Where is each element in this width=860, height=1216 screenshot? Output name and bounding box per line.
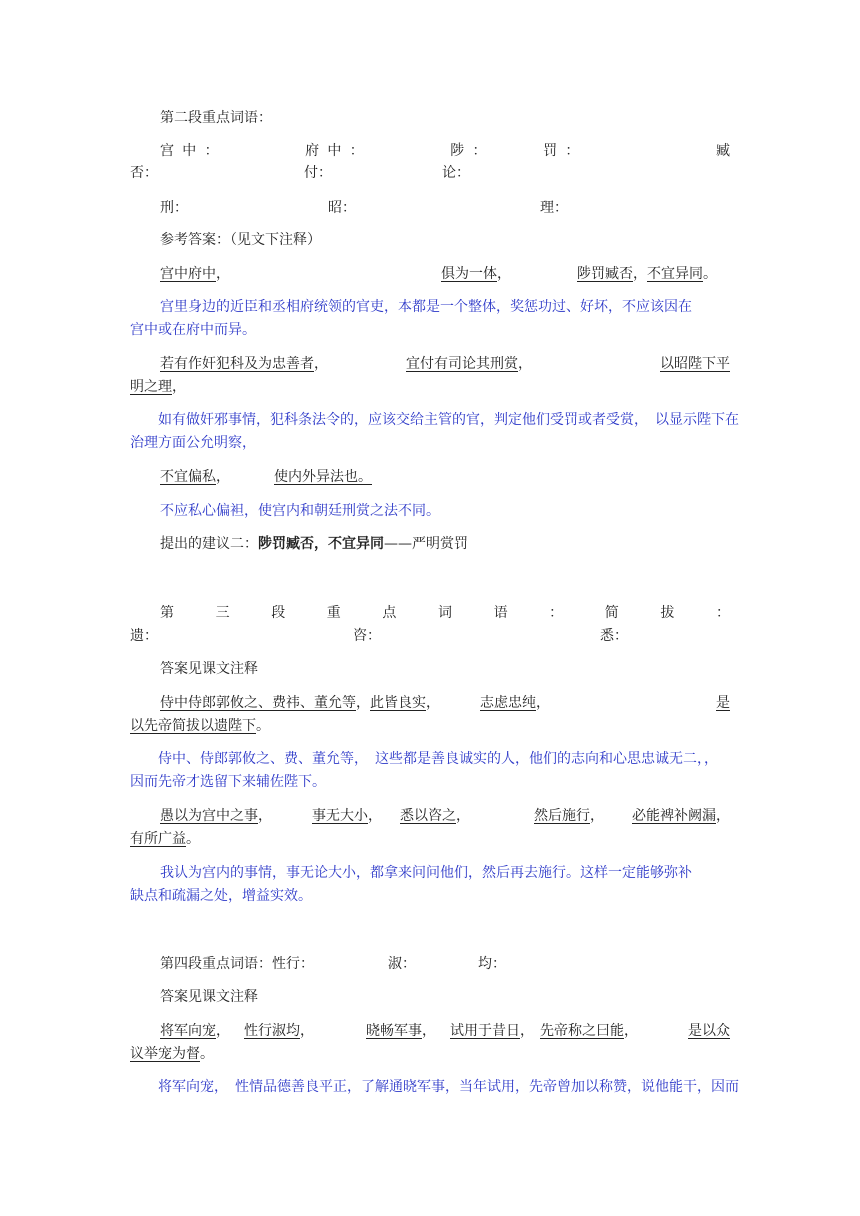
- p2-answer-ref: 参考答案：（见文下注释）: [160, 232, 321, 248]
- p2-vocab-row1b: 否： 付： 论：: [130, 165, 470, 181]
- p2-translation-2b: 治理方面公允明察，: [130, 435, 256, 451]
- p3-translation-2a: 我认为宫内的事情，事无论大小，都拿来问问他们，然后再去施行。这样一定能够弥补: [160, 865, 692, 881]
- p2-suggestion: 提出的建议二：陟罚臧否，不宜异同——严明赏罚: [160, 536, 468, 552]
- p3-answer-ref: 答案见课文注释: [160, 661, 258, 677]
- p2-translation-1b: 宫中或在府中而异。: [130, 322, 256, 338]
- p3-sentence-2b: 有所广益。: [130, 831, 200, 847]
- p2-heading: 第二段重点词语：: [160, 110, 272, 126]
- p2-sentence-2b: 明之理，: [130, 379, 186, 395]
- p4-translation-1a: 将军向宠， 性情品德善良平正，了解通晓军事，当年试用，先帝曾加以称赞，说他能干，因而: [158, 1079, 739, 1095]
- p2-translation-2a: 如有做奸邪事情，犯科条法令的，应该交给主管的官，判定他们受罚或者受赏， 以显示陛下在: [158, 412, 739, 428]
- p4-sentence-1b: 议举宠为督。: [130, 1046, 214, 1062]
- p3-translation-2b: 缺点和疏漏之处，增益实效。: [130, 888, 312, 904]
- p2-translation-3: 不应私心偏袒，使宫内和朝廷刑赏之法不同。: [160, 503, 440, 519]
- p3-heading-row2: 遗： 咨： 悉：: [130, 628, 628, 644]
- p2-translation-1a: 宫里身边的近臣和丞相府统领的官吏，本都是一个整体，奖惩功过、好坏，不应该因在: [160, 299, 692, 315]
- p2-vocab-row1: 宫 中 ： 府 中 ： 陟 ： 罚 ： 臧: [160, 143, 730, 159]
- p3-translation-1b: 因而先帝才选留下来辅佐陛下。: [130, 774, 326, 790]
- p4-answer-ref: 答案见课文注释: [160, 989, 258, 1005]
- p3-translation-1a: 侍中、侍郎郭攸之、费、董允等， 这些都是善良诚实的人，他们的志向和心思忠诚无二，，: [158, 751, 718, 767]
- p3-sentence-1b: 以先帝简拔以遗陛下。: [130, 718, 270, 734]
- p3-heading-row1: 第 三 段 重 点 词 语 ： 简 拔 ：: [160, 605, 730, 621]
